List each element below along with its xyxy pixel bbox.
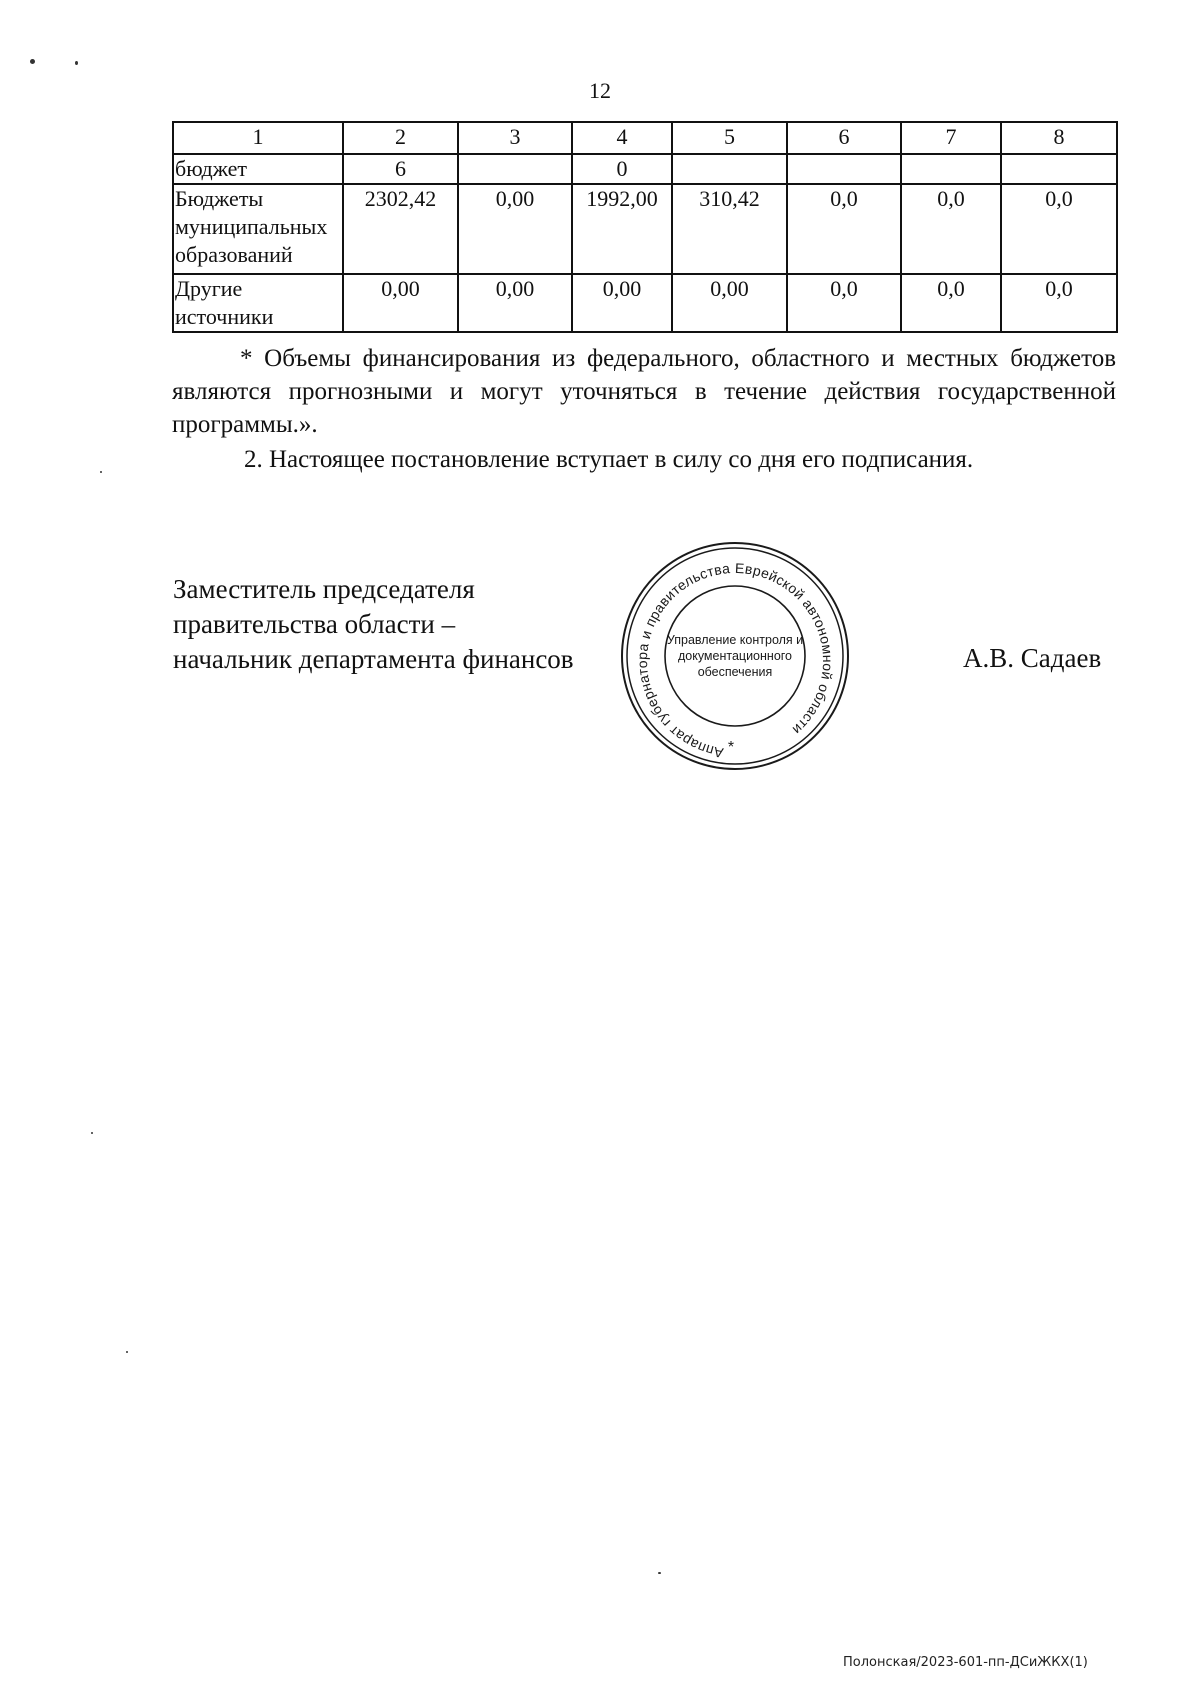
row-label: Другие источники — [173, 274, 343, 332]
document-registration-code: Полонская/2023-601-пп-ДСиЖКХ(1) — [843, 1655, 1088, 1670]
table-cell: 0,0 — [1001, 184, 1117, 274]
table-row — [173, 184, 1117, 274]
seal-inner-line: документационного — [677, 649, 793, 663]
scan-speck — [100, 471, 102, 473]
financing-table — [172, 121, 1118, 333]
column-header: 4 — [572, 122, 672, 154]
table-row — [173, 154, 1117, 184]
table-cell: 0,00 — [572, 274, 672, 332]
column-header: 7 — [901, 122, 1001, 154]
row-label: Бюджеты муниципальных образований — [173, 184, 343, 274]
table-cell: 0,0 — [1001, 274, 1117, 332]
page-number: 12 — [589, 78, 611, 103]
table-cell: 2302,42 — [343, 184, 458, 274]
scan-speck — [126, 1351, 128, 1353]
table-cell: 0,0 — [787, 274, 901, 332]
row-label: бюджет — [173, 154, 343, 184]
column-header: 5 — [672, 122, 787, 154]
column-header: 1 — [173, 122, 343, 154]
column-header: 3 — [458, 122, 572, 154]
table-cell: 6 — [343, 154, 458, 184]
table-cell — [787, 154, 901, 184]
signer-name: А.В. Садаев — [963, 643, 1102, 673]
signatory-line: начальник департамента финансов — [173, 644, 574, 674]
seal-inner-line: обеспечения — [697, 665, 773, 679]
table-cell: 310,42 — [672, 184, 787, 274]
table-cell: 0,00 — [458, 274, 572, 332]
seal-outer-textpath: Аппарат губернатора и правительства Еврейской автономной области — [633, 559, 837, 762]
table-cell — [1001, 154, 1117, 184]
column-header: 2 — [343, 122, 458, 154]
seal-inner-line: Управление контроля и — [666, 633, 804, 647]
clause-2-paragraph: 2. Настоящее постановление вступает в силу со дня его подписания. — [244, 446, 974, 473]
table-cell: 0,00 — [343, 274, 458, 332]
scan-speck — [91, 1132, 93, 1134]
signatory-line: Заместитель председателя — [173, 574, 475, 604]
column-header: 6 — [787, 122, 901, 154]
table-cell: 0,0 — [901, 184, 1001, 274]
table-cell: 0,0 — [787, 184, 901, 274]
official-seal-stamp — [620, 538, 850, 774]
table-cell: 0,00 — [458, 184, 572, 274]
table-row — [173, 274, 1117, 332]
scan-speck — [30, 59, 35, 64]
table-cell — [672, 154, 787, 184]
footnote-paragraph: * Объемы финансирования из федерального, областного и местных бюджетов являются прогнозными и могут уточняться в течение действия государственной программы.». — [172, 345, 1116, 438]
scan-speck — [658, 1572, 661, 1574]
table-cell: 0,0 — [901, 274, 1001, 332]
table-cell: 1992,00 — [572, 184, 672, 274]
table-cell: 0,00 — [672, 274, 787, 332]
table-header-row — [173, 122, 1117, 154]
signatory-title — [173, 572, 574, 677]
table-cell — [458, 154, 572, 184]
scan-speck — [75, 61, 78, 65]
seal-star: * — [727, 739, 735, 756]
signatory-line: правительства области – — [173, 609, 456, 639]
table-cell: 0 — [572, 154, 672, 184]
column-header: 8 — [1001, 122, 1117, 154]
table-cell — [901, 154, 1001, 184]
